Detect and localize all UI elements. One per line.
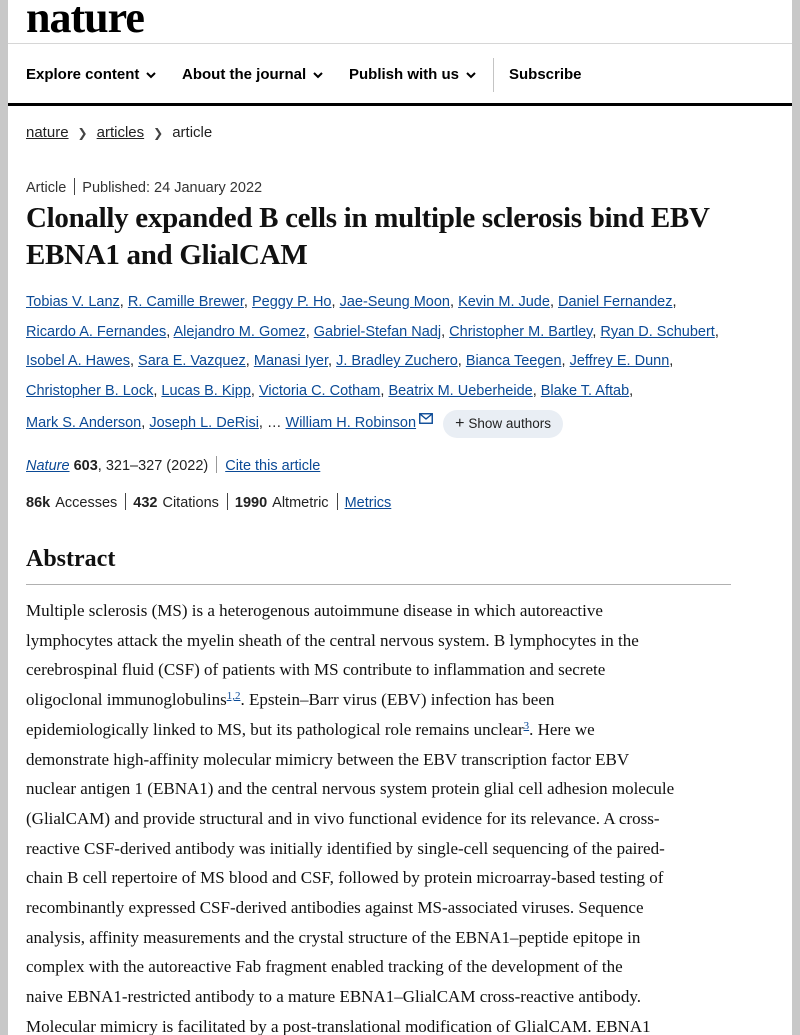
nav-label: About the journal <box>182 66 307 83</box>
abstract-line: analysis, affinity measurements and the crystal structure of the EBNA1–peptide epitope in <box>26 927 641 947</box>
chevron-right-icon: ❯ <box>153 126 164 140</box>
article-type: Article <box>26 180 67 196</box>
author-link[interactable]: Gabriel-Stefan Nadj <box>313 323 442 340</box>
reference-link[interactable]: 1,2 <box>226 690 241 703</box>
envelope-icon[interactable] <box>419 406 433 417</box>
article-metrics <box>26 493 391 511</box>
author-link[interactable]: Victoria C. Cotham <box>258 382 381 399</box>
author-link[interactable]: Peggy P. Ho <box>251 294 332 310</box>
nav-explore-content[interactable] <box>26 44 156 103</box>
author-link[interactable]: Sara E. Vazquez <box>138 353 246 370</box>
breadcrumb-nature[interactable]: nature <box>26 124 69 141</box>
citation-line <box>26 456 320 474</box>
author-link[interactable]: Joseph L. DeRisi <box>149 415 259 432</box>
chevron-down-icon <box>313 44 323 106</box>
abstract-line: demonstrate high-affinity molecular mimicry between the EBV transcription factor EBV <box>26 749 630 769</box>
journal-link[interactable]: Nature <box>26 458 70 474</box>
metrics-divider <box>337 493 338 510</box>
author-link[interactable]: Mark S. Anderson <box>26 415 142 432</box>
abstract-heading: Abstract <box>26 546 116 572</box>
abstract-line: Molecular mimicry is facilitated by a post-translational modification of GlialCAM. EBNA1 <box>26 1016 651 1035</box>
author-link[interactable]: Tobias V. Lanz <box>26 294 120 310</box>
breadcrumb <box>26 124 212 141</box>
breadcrumb-current: article <box>172 124 213 141</box>
abstract-divider <box>26 584 731 585</box>
article-title: Clonally expanded B cells in multiple sclerosis bind EBV EBNA1 and GlialCAM <box>26 202 710 271</box>
metrics-link[interactable]: Metrics <box>344 495 392 511</box>
author-link[interactable]: R. Camille Brewer <box>127 294 244 310</box>
author-link[interactable]: Alejandro M. Gomez <box>173 323 306 340</box>
altmetric-score: 1990 <box>234 495 268 511</box>
abstract-line: nuclear antigen 1 (EBNA1) and the central nervous system protein glial cell adhesion molecule <box>26 779 675 799</box>
abstract-line: complex with the autoreactive Fab fragment enabled tracking of the development of the <box>26 957 623 977</box>
site-logo[interactable]: nature <box>26 0 144 42</box>
nav-label: Explore content <box>26 66 140 83</box>
author-link[interactable]: Bianca Teegen <box>465 353 562 370</box>
article-meta <box>26 178 262 196</box>
nav-divider <box>493 58 494 92</box>
abstract-body <box>26 596 738 1035</box>
cite-article-link[interactable]: Cite this article <box>225 458 321 474</box>
citations-label: Citations <box>162 495 219 511</box>
main-nav <box>8 44 792 106</box>
citation-divider <box>216 456 217 473</box>
nav-subscribe[interactable] <box>509 44 582 103</box>
author-link[interactable]: Beatrix M. Ueberheide <box>388 382 533 399</box>
author-link[interactable]: Jae-Seung Moon <box>339 294 450 310</box>
chevron-down-icon <box>466 44 476 106</box>
author-link[interactable]: Lucas B. Kipp <box>161 382 251 399</box>
author-list: Tobias V. Lanz, R. Camille Brewer, Peggy P. Ho, Jae-Seung Moon, Kevin M. Jude, Daniel Fernandez, Ricardo A. Fernandes, Alejandro M. Gomez, Gabriel-Stefan Nadj, Christopher M. Bartley, Ryan D. Schubert, Isobel A. Hawes, Sara E. Vazquez, Manasi Iyer, J. Bradley Zuchero, Bianca Teegen, Jeffrey E. Dunn, Christopher B. Lock, Lucas B. Kipp, Victoria C. Cotham, Beatrix M. Ueberheide, Blake T. Aftab, Mark S. Anderson, Joseph L. DeRisi, … William H. Robinson + Show authors <box>26 288 756 439</box>
author-link[interactable]: Ryan D. Schubert <box>600 323 715 340</box>
pages-year: , 321–327 (2022) <box>97 458 209 474</box>
author-link[interactable]: Isobel A. Hawes <box>26 353 130 370</box>
nav-label: Subscribe <box>509 66 582 83</box>
abstract-line: (GlialCAM) and provide structural and in vivo functional evidence for its relevance. A cross- <box>26 808 660 828</box>
abstract-line: Multiple sclerosis (MS) is a heterogenous autoimmune disease in which autoreactive <box>26 601 603 620</box>
accesses-label: Accesses <box>55 495 118 511</box>
metrics-divider <box>227 493 228 510</box>
nav-publish-with-us[interactable] <box>349 44 476 103</box>
chevron-down-icon <box>146 44 156 106</box>
volume: 603 <box>73 458 98 474</box>
abstract-line: naive EBNA1-restricted antibody to a mature EBNA1–GlialCAM cross-reactive antibody. <box>26 987 641 1007</box>
article-page <box>8 0 792 1035</box>
show-authors-button[interactable] <box>443 410 563 438</box>
author-link[interactable]: Manasi Iyer <box>253 353 329 370</box>
accesses-count: 86k <box>26 495 51 511</box>
abstract-line: reactive CSF-derived antibody was initially identified by single-cell sequencing of the paired- <box>26 838 665 858</box>
show-authors-label: Show authors <box>468 415 551 431</box>
corresponding-author-link[interactable]: William H. Robinson <box>285 415 417 432</box>
abstract-line: epidemiologically linked to MS, but its pathological role remains unclear$^3$. Here we <box>26 719 595 739</box>
authors-ellipsis: … <box>266 415 286 432</box>
meta-divider <box>74 178 75 195</box>
breadcrumb-articles[interactable]: articles <box>96 124 145 141</box>
author-link[interactable]: J. Bradley Zuchero <box>336 353 458 370</box>
abstract-line: cerebrospinal fluid (CSF) of patients with MS contribute to inflammation and secrete <box>26 660 606 680</box>
author-link[interactable]: Jeffrey E. Dunn <box>569 353 670 370</box>
metrics-divider <box>125 493 126 510</box>
abstract-line: recombinantly expressed CSF-derived antibodies against MS-associated viruses. Sequence <box>26 898 644 918</box>
citations-count: 432 <box>133 495 158 511</box>
nav-label: Publish with us <box>349 66 460 83</box>
plus-icon: + <box>455 414 465 432</box>
author-link[interactable]: Daniel Fernandez <box>558 294 673 310</box>
author-link[interactable]: Blake T. Aftab <box>540 382 630 399</box>
abstract-line: oligoclonal immunoglobulins$^{1,2}$. Epstein–Barr virus (EBV) infection has been <box>26 690 555 710</box>
abstract-line: chain B cell repertoire of MS blood and CSF, followed by protein microarray-based testing of <box>26 868 664 888</box>
published-date: Published: 24 January 2022 <box>82 180 263 196</box>
reference-link[interactable]: 3 <box>523 719 530 732</box>
nav-about-journal[interactable] <box>182 44 323 103</box>
author-link[interactable]: Ricardo A. Fernandes <box>26 323 167 340</box>
abstract-line: lymphocytes attack the myelin sheath of the central nervous system. B lymphocytes in the <box>26 630 639 650</box>
altmetric-label: Altmetric <box>272 495 329 511</box>
author-link[interactable]: Christopher B. Lock <box>26 382 154 399</box>
author-link[interactable]: Christopher M. Bartley <box>449 323 593 340</box>
chevron-right-icon: ❯ <box>77 126 88 140</box>
author-link[interactable]: Kevin M. Jude <box>458 294 550 310</box>
